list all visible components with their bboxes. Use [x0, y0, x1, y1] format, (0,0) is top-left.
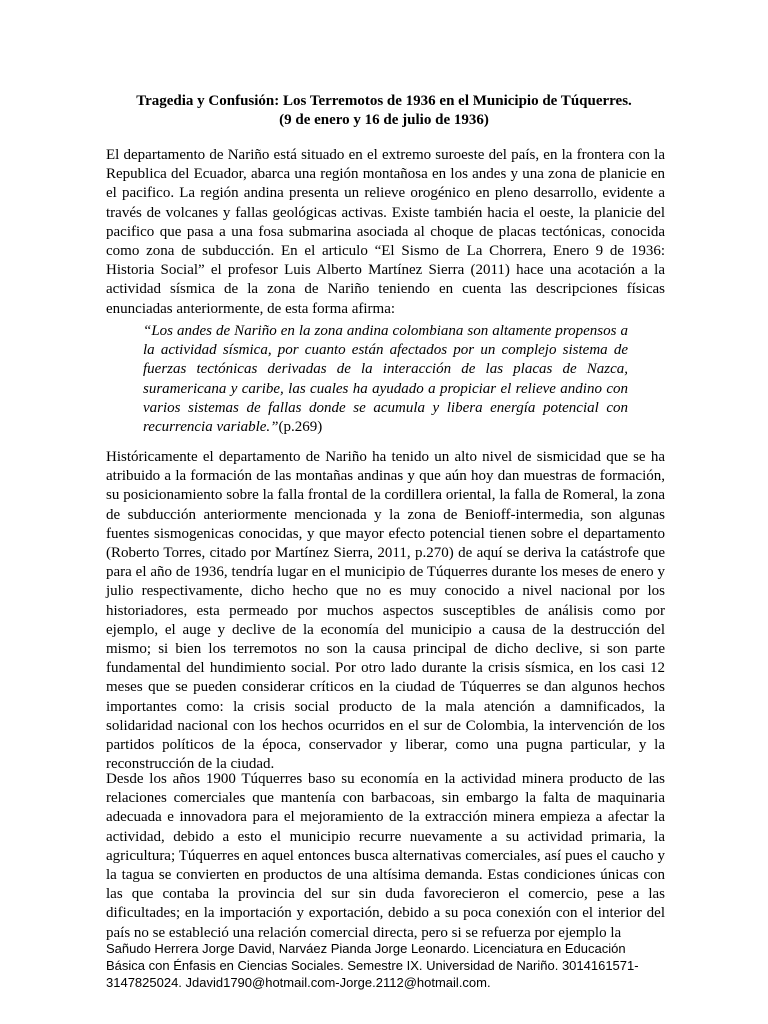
paragraph-economy: Desde los años 1900 Túquerres baso su economía en la actividad minera producto de las relaciones comerciales que mantenía con barbacoas, sin embargo la falta de maquinaria adecuada e innovadora para el mejoramiento de la extracción minera empieza a afectar la actividad, debido a esto el municipio recurre nuevamente a su actividad primaria, la agricultura; Túquerres en aquel entonces busca alternativas comerciales, así pues el caucho y la tagua se convierten en productos de una altísima demanda. Estas condiciones únicas con las que contaba la provincia del sur sin duda favorecieron el comercio, pese a las dificultades; en la importación y exportación, debido a su poca conexión con el interior del país no se estableció una relación comercial directa, pero si se refuerza por ejemplo la: [106, 771, 665, 941]
paragraph-history: Históricamente el departamento de Nariño ha tenido un alto nivel de sismicidad que se ha atribuido a la formación de las montañas andinas y que aún hoy dan muestras de formación, su posicionamiento sobre la falla frontal de la cordillera oriental, la falla de Romeral, la zona de subducción anteriormente mencionada y la zona de Benioff-intermedia, son algunas fuentes sismogenicas conocidas, y que mayor efecto potencial tienen sobre el departamento (Roberto Torres, citado por Martínez Sierra, 2011, p.270) de aquí se deriva la catástrofe que para el año de 1936, tendría lugar en el municipio de Túquerres durante los meses de enero y julio respectivamente, dicho hecho que no es muy conocido a nivel nacional por los historiadores, esta permeado por muchos aspectos susceptibles de análisis como por ejemplo, el auge y declive de la economía del municipio a causa de la destrucción del mismo; si bien los terremotos no son la causa principal de dicho declive, si son parte fundamental del hundimiento social. Por otro lado durante la crisis sísmica, en los casi 12 meses que se pueden considerar críticos en la ciudad de Túquerres se dan algunos hechos importantes como: la crisis social producto de la mala atención a damnificados, la solidaridad nacional con los hechos ocurridos en el sur de Colombia, la intervención de los partidos políticos de la época, conservador y liberar, como una pugna particular, y la reconstrucción de la ciudad.: [106, 449, 665, 773]
page-footer: Sañudo Herrera Jorge David, Narváez Pianda Jorge Leonardo. Licenciatura en Educación Básica con Énfasis en Ciencias Sociales. Semestre IX. Universidad de Nariño. 3014161571-3147825024. Jdavid1790@hotmail.com-Jorge.2112@hotmail.com.: [106, 941, 639, 990]
paragraph-intro: El departamento de Nariño está situado en el extremo suroeste del país, en la frontera con la Republica del Ecuador, abarca una región montañosa en los andes y una zona de planicie en el pacifico. La región andina presenta un relieve orogénico en pleno desarrollo, evidente a través de volcanes y fallas geológicas activas. Existe también hacia el oeste, la planicie del pacifico que pasa a una fosa submarina asociada al choque de placas tectónicas, conocida como zona de subducción. En el articulo “El Sismo de La Chorrera, Enero 9 de 1936: Historia Social” el profesor Luis Alberto Martínez Sierra (2011) hace una acotación a la actividad sísmica de la zona de Nariño teniendo en cuenta las descripciones físicas enunciadas anteriormente, de esta forma afirma:: [106, 147, 665, 317]
document-subtitle: (9 de enero y 16 de julio de 1936): [279, 112, 489, 128]
quote-reference: (p.269): [278, 419, 323, 436]
quote-text: “Los andes de Nariño en la zona andina colombiana son altamente propensos a la actividad sísmica, por cuanto están afectados por un complejo sistema de fuerzas tectónicas derivadas de la interacción de las placas de Nazca, suramericana y caribe, las cuales ha ayudado a propiciar el relieve andino con varios sistemas de fallas donde se acumula y libera energía potencial con recurrencia variable.”: [143, 323, 628, 436]
document-title: Tragedia y Confusión: Los Terremotos de 1936 en el Municipio de Túquerres.: [136, 93, 632, 109]
block-quote: [143, 322, 628, 437]
document-title-block: [60, 92, 708, 130]
